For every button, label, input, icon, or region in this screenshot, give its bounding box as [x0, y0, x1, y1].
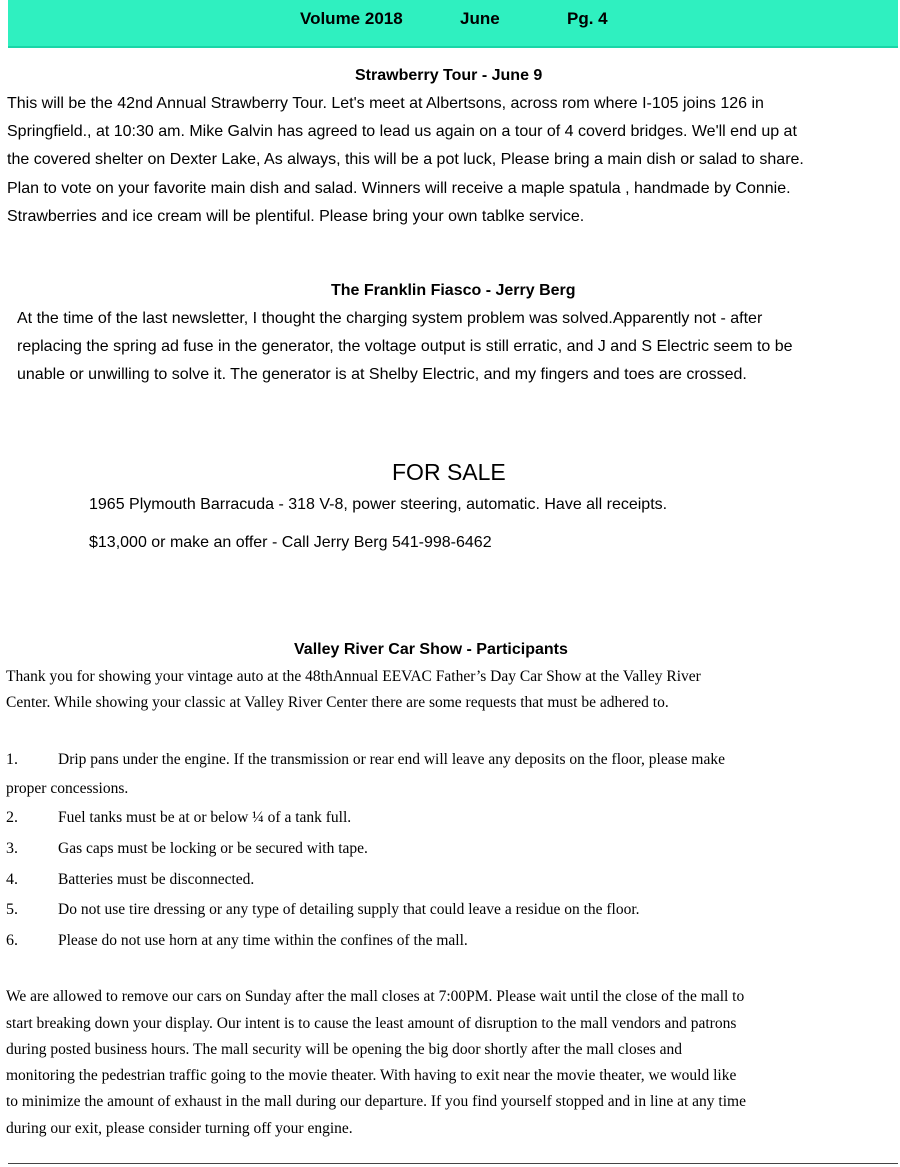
car-show-heading: Valley River Car Show - Participants: [294, 641, 568, 658]
franklin-line: replacing the spring ad fuse in the generator, the voltage output is still erratic, and J and S Electric seem to be: [17, 338, 793, 355]
volume-label: Volume 2018: [300, 9, 403, 28]
list-number: 3.: [6, 840, 18, 857]
for-sale-heading: FOR SALE: [392, 459, 506, 485]
for-sale-line: $13,000 or make an offer - Call Jerry Berg 541-998-6462: [89, 534, 492, 551]
strawberry-line: Plan to vote on your favorite main dish and salad. Winners will receive a maple spatula , handmade by Connie.: [7, 180, 791, 197]
month-label: June: [460, 9, 500, 28]
newsletter-header: [8, 0, 898, 48]
for-sale-line: 1965 Plymouth Barracuda - 318 V-8, power steering, automatic. Have all receipts.: [89, 496, 668, 513]
car-show-closing-line: start breaking down your display. Our intent is to cause the least amount of disruption to the mall vendors and patrons: [6, 1015, 737, 1032]
list-item: Fuel tanks must be at or below ¼ of a tank full.: [58, 809, 352, 826]
car-show-closing-line: during our exit, please consider turning off your engine.: [6, 1120, 353, 1137]
strawberry-line: Springfield., at 10:30 am. Mike Galvin has agreed to lead us again on a tour of 4 coverd bridges. We'll end up at: [7, 123, 797, 140]
strawberry-tour-heading: Strawberry Tour - June 9: [355, 67, 543, 84]
strawberry-line: Strawberries and ice cream will be plentiful. Please bring your own tablke service.: [7, 208, 585, 225]
franklin-line: unable or unwilling to solve it. The generator is at Shelby Electric, and my fingers and toes are crossed.: [17, 366, 747, 383]
list-number: 5.: [6, 901, 18, 918]
strawberry-line: This will be the 42nd Annual Strawberry Tour. Let's meet at Albertsons, across rom where I-105 joins 126 in: [7, 95, 764, 112]
car-show-closing-line: during posted business hours. The mall security will be opening the big door shortly after the mall closes and: [6, 1041, 682, 1058]
list-item: Batteries must be disconnected.: [58, 871, 255, 888]
list-item: Gas caps must be locking or be secured with tape.: [58, 840, 368, 857]
list-number: 1.: [6, 751, 18, 768]
list-number: 4.: [6, 871, 18, 888]
car-show-closing-line: monitoring the pedestrian traffic going to the movie theater. With having to exit near the movie theater, we would like: [6, 1067, 737, 1084]
list-item: Drip pans under the engine. If the transmission or rear end will leave any deposits on the floor, please make: [58, 751, 725, 768]
page-bottom-divider: [8, 1163, 898, 1164]
list-number: 2.: [6, 809, 18, 826]
list-item: Do not use tire dressing or any type of detailing supply that could leave a residue on the floor.: [58, 901, 640, 918]
strawberry-line: the covered shelter on Dexter Lake, As always, this will be a pot luck, Please bring a main dish or salad to share.: [7, 151, 804, 168]
car-show-intro-line: Center. While showing your classic at Valley River Center there are some requests that must be adhered to.: [6, 694, 669, 711]
page-number: Pg. 4: [567, 9, 608, 28]
car-show-closing-line: to minimize the amount of exhaust in the mall during our departure. If you find yourself stopped and in line at any time: [6, 1093, 746, 1110]
franklin-line: At the time of the last newsletter, I thought the charging system problem was solved.Apparently not - after: [17, 310, 763, 327]
car-show-closing-line: We are allowed to remove our cars on Sunday after the mall closes at 7:00PM. Please wait until the close of the mall to: [6, 988, 745, 1005]
list-number: 6.: [6, 932, 18, 949]
list-item: Please do not use horn at any time within the confines of the mall.: [58, 932, 468, 949]
list-item-continuation: proper concessions.: [6, 780, 129, 797]
car-show-intro-line: Thank you for showing your vintage auto at the 48thAnnual EEVAC Father’s Day Car Show at the Valley River: [6, 668, 701, 685]
franklin-fiasco-heading: The Franklin Fiasco - Jerry Berg: [331, 282, 576, 299]
